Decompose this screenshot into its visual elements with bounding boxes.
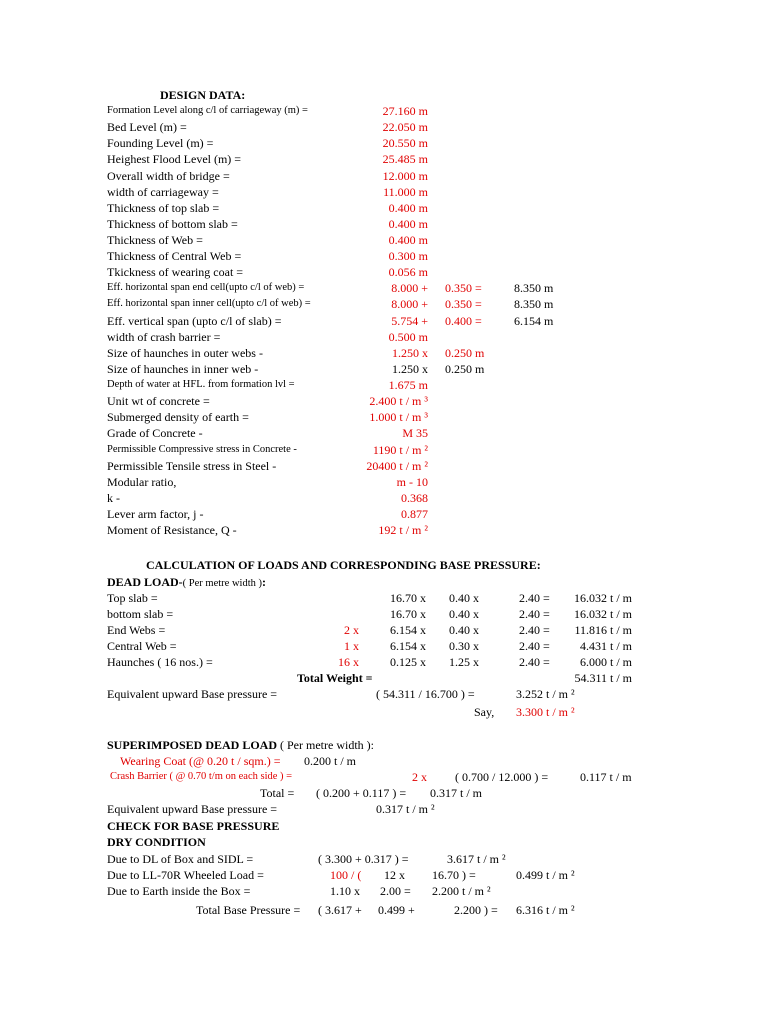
design-row-label: Thickness of top slab =	[107, 200, 220, 215]
dead-load-row-count: 1 x	[344, 639, 359, 653]
sidl-heading	[107, 738, 374, 752]
design-row-value: 1.675 m	[388, 378, 428, 392]
design-row-label: Size of haunches in inner web -	[107, 361, 259, 376]
design-row-value: 1190 t / m ²	[372, 442, 428, 457]
design-row-label: Modular ratio,	[107, 474, 177, 489]
design-row-label: Founding Level (m) =	[107, 136, 214, 151]
check-r4-label: Total Base Pressure =	[196, 903, 301, 917]
design-row-value: 27.160 m	[382, 104, 428, 118]
check-r1-expr: ( 3.300 + 0.317 ) =	[318, 852, 409, 866]
dead-load-row-b: 0.40 x	[449, 607, 479, 621]
dead-load-heading	[107, 575, 266, 591]
check-r3-a: 1.10 x	[330, 884, 360, 898]
design-row-value-2: 0.250 m	[445, 345, 485, 360]
dead-load-row-label: Central Web =	[107, 639, 177, 653]
design-row-result: 6.154 m	[514, 313, 554, 328]
check-heading: CHECK FOR BASE PRESSURE	[107, 819, 280, 833]
dead-load-row-count: 2 x	[344, 623, 359, 637]
design-row-label: Tkickness of wearing coat =	[107, 265, 244, 280]
design-row-label: width of carriageway =	[107, 184, 219, 199]
check-r4-a: ( 3.617 +	[318, 903, 362, 917]
crash-barrier-label: Crash Barrier ( @ 0.70 t/m on each side ) =	[110, 771, 293, 782]
design-row-value: 192 t / m ²	[378, 523, 428, 538]
design-row-label: Eff. horizontal span inner cell(upto c/l of web) =	[107, 298, 311, 310]
design-row-label: Unit wt of concrete =	[107, 394, 210, 409]
dead-load-row-value: 11.816 t / m	[574, 623, 632, 637]
dead-load-row-c: 2.40 =	[519, 623, 550, 637]
dead-load-row-value: 16.032 t / m	[573, 591, 632, 605]
check-r4-c: 2.200 ) =	[454, 903, 498, 917]
crash-barrier-value: 0.117 t / m	[580, 770, 632, 784]
design-row-result: 8.350 m	[514, 281, 554, 296]
sidl-total-expr: ( 0.200 + 0.117 ) =	[316, 786, 407, 800]
dead-load-row-label: bottom slab =	[107, 607, 174, 621]
dead-load-row-a: 6.154 x	[390, 639, 426, 653]
dead-load-row-b: 0.30 x	[449, 639, 479, 653]
design-row-value: 0.056 m	[388, 265, 428, 280]
design-row-value-2: 0.350 =	[445, 297, 482, 312]
check-r2-c: 16.70 ) =	[432, 868, 476, 882]
design-row-value: M 35	[402, 426, 428, 441]
design-row-value: 5.754 +	[391, 313, 428, 328]
design-row-label: Bed Level (m) =	[107, 120, 187, 135]
design-data-heading: DESIGN DATA:	[160, 88, 246, 102]
eq-base-pressure-expr: ( 54.311 / 16.700 ) =	[376, 687, 475, 701]
dead-load-row-label: End Webs =	[107, 623, 166, 637]
sidl-sub: ( Per metre width ):	[280, 738, 374, 752]
design-row-label: Moment of Resistance, Q -	[107, 523, 237, 538]
design-row-label: Overall width of bridge =	[107, 168, 230, 183]
check-r2-label: Due to LL-70R Wheeled Load =	[107, 868, 264, 882]
check-r3-value: 2.200 t / m ²	[432, 884, 491, 898]
design-row-label: k -	[107, 490, 120, 505]
design-row-value: 0.368	[401, 490, 428, 505]
design-row-value: 22.050 m	[382, 120, 428, 135]
dead-load-row-a: 16.70 x	[390, 607, 426, 621]
dead-load-row-c: 2.40 =	[519, 639, 550, 653]
design-row-label: Heighest Flood Level (m) =	[107, 152, 242, 167]
design-row-value: 0.500 m	[388, 329, 428, 344]
design-row-value: 2.400 t / m ³	[369, 394, 428, 409]
design-row-value: 0.400 m	[388, 233, 428, 247]
design-row-value: 8.000 +	[391, 281, 428, 296]
dead-load-row-a: 0.125 x	[390, 655, 426, 669]
sidl-total-value: 0.317 t / m	[430, 786, 483, 800]
eq-base-pressure-value: 3.252 t / m ²	[516, 687, 575, 701]
dead-load-row-c: 2.40 =	[519, 655, 550, 669]
dead-load-row-value: 16.032 t / m	[573, 607, 632, 621]
design-row-value: 20400 t / m ²	[366, 458, 428, 473]
design-row-value: 1.000 t / m ³	[369, 410, 428, 425]
dead-load-title: DEAD LOAD-	[107, 575, 183, 589]
say-label: Say,	[474, 705, 495, 719]
check-r2-b: 12 x	[384, 868, 405, 882]
dead-load-row-b: 1.25 x	[449, 655, 479, 669]
design-row-value: 12.000 m	[382, 168, 428, 183]
design-row-label: Lever arm factor, j -	[107, 507, 204, 521]
crash-barrier-n: 2 x	[412, 770, 427, 784]
design-row-value: 1.250 x	[392, 361, 428, 376]
check-r2-value: 0.499 t / m ²	[516, 868, 575, 882]
dead-load-row-label: Haunches ( 16 nos.) =	[107, 655, 213, 669]
design-row-value: 25.485 m	[382, 152, 428, 167]
design-row-label: Size of haunches in outer webs -	[107, 345, 263, 360]
design-row-label: Eff. vertical span (upto c/l of slab) =	[107, 313, 282, 328]
design-row-label: Permissible Tensile stress in Steel -	[107, 458, 277, 473]
design-row-value: 20.550 m	[382, 136, 428, 151]
check-r4-b: 0.499 +	[378, 903, 415, 917]
design-row-value-2: 0.250 m	[445, 361, 485, 376]
design-row-label: Thickness of bottom slab =	[107, 216, 238, 231]
dead-load-row-c: 2.40 =	[519, 591, 550, 605]
dead-load-row-a: 6.154 x	[390, 623, 426, 637]
eq-base-pressure-label: Equivalent upward Base pressure =	[107, 687, 278, 701]
wearing-coat-label: Wearing Coat (@ 0.20 t / sqm.) =	[120, 754, 281, 768]
sidl-eq-label: Equivalent upward Base pressure =	[107, 802, 278, 816]
dead-load-row-value: 4.431 t / m	[579, 639, 632, 653]
dead-load-row-value: 6.000 t / m	[579, 655, 632, 669]
wearing-coat-value: 0.200 t / m	[304, 754, 357, 768]
design-row-label: Thickness of Web =	[107, 233, 203, 247]
dead-load-colon: :	[261, 575, 266, 589]
design-row-value: 1.250 x	[392, 345, 428, 360]
sidl-title: SUPERIMPOSED DEAD LOAD	[107, 738, 278, 752]
check-r4-value: 6.316 t / m ²	[516, 903, 575, 917]
design-row-label: Thickness of Central Web =	[107, 249, 242, 264]
design-row-label: Submerged density of earth =	[107, 410, 249, 425]
design-row-label: Grade of Concrete -	[107, 426, 203, 441]
sidl-eq-value: 0.317 t / m ²	[376, 802, 435, 816]
dead-load-row-c: 2.40 =	[519, 607, 550, 621]
design-row-value-2: 0.400 =	[445, 313, 482, 328]
design-row-label: Permissible Compressive stress in Concrete -	[107, 443, 297, 455]
dead-load-row-a: 16.70 x	[390, 591, 426, 605]
design-row-value: 8.000 +	[391, 297, 428, 312]
total-weight-value: 54.311 t / m	[574, 671, 632, 685]
total-weight-label: Total Weight =	[297, 671, 373, 685]
check-r3-label: Due to Earth inside the Box =	[107, 884, 251, 898]
dead-load-row-label: Top slab =	[107, 591, 158, 605]
check-r3-b: 2.00 =	[380, 884, 411, 898]
design-row-value: 0.400 m	[388, 200, 428, 215]
design-row-value-2: 0.350 =	[445, 281, 482, 296]
check-r1-value: 3.617 t / m ²	[447, 852, 506, 866]
design-row-label: Eff. horizontal span end cell(upto c/l of web) =	[107, 282, 305, 294]
check-r2-a: 100 / (	[330, 868, 362, 882]
design-row-result: 8.350 m	[514, 297, 554, 312]
sidl-total-label: Total =	[260, 786, 295, 800]
design-row-value: m - 10	[396, 474, 428, 489]
dead-load-row-count: 16 x	[338, 655, 359, 669]
check-r1-label: Due to DL of Box and SIDL =	[107, 852, 254, 866]
dead-load-row-b: 0.40 x	[449, 591, 479, 605]
say-value: 3.300 t / m ²	[516, 705, 575, 719]
design-row-value: 0.400 m	[388, 216, 428, 231]
design-row-value: 0.300 m	[388, 249, 428, 264]
dead-load-sub: ( Per metre width )	[182, 578, 262, 589]
design-row-value: 11.000 m	[383, 184, 428, 199]
dry-condition-heading: DRY CONDITION	[107, 835, 206, 849]
design-row-label: Formation Level along c/l of carriageway (m) =	[107, 105, 308, 116]
dead-load-row-b: 0.40 x	[449, 623, 479, 637]
crash-barrier-expr: ( 0.700 / 12.000 ) =	[455, 770, 549, 784]
design-row-value: 0.877	[401, 507, 428, 521]
loads-heading: CALCULATION OF LOADS AND CORRESPONDING BASE PRESSURE:	[146, 558, 541, 572]
design-row-label: width of crash barrier =	[107, 329, 221, 344]
design-row-label: Depth of water at HFL. from formation lvl =	[107, 379, 295, 390]
